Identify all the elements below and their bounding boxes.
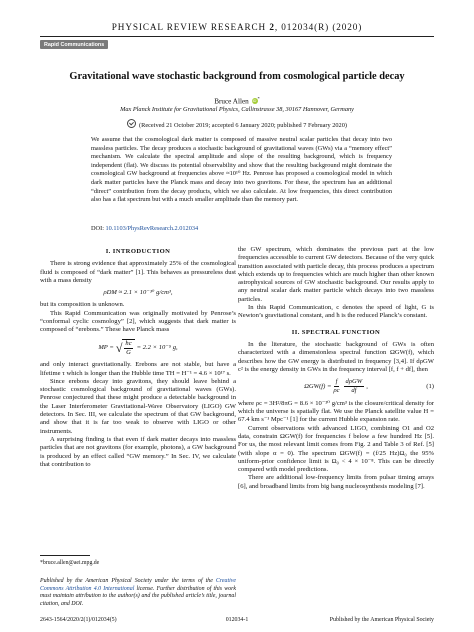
paragraph: the GW spectrum, which dominates the previous part at the low frequencies accessible to current GW detectors. Because of the very quick transition associated with particle decay, this process produces a spectrum which extends up to frequencies which are much higher than other known astrophysical sources of GW stochastic background. Our results apply to any neutral scalar dark matter particle which decays into two massless particles. — [238, 246, 434, 303]
journal-name: PHYSICAL REVIEW RESEARCH — [111, 22, 267, 32]
section-heading-spectral-function: II. SPECTRAL FUNCTION — [291, 328, 381, 336]
paragraph: There are additional low-frequency limits from pulsar timing arrays [6], and broadband limits from big bang nucleosynthesis modeling [7]. — [238, 474, 434, 490]
license-text: license. Further distribution of this work must maintain attribution to the author(s) and the published article’s title, journal citation, and DOI. — [40, 585, 237, 607]
fraction — [344, 378, 365, 396]
doi-line — [91, 225, 198, 232]
footer-page-number: 012034-1 — [225, 617, 249, 623]
paragraph: In the literature, the stochastic background of GWs is often characterized with a dimensionless spectral function ΩGW(f), which describes how the GW energy is distributed in frequency [3,4]. If dρGW c² is the energy density in GWs in the frequency interval [f, f + df], then — [238, 340, 434, 373]
author-email-footnote[interactable]: *bruce.allen@aei.mpg.de — [40, 560, 100, 566]
paragraph: Since erebons decay into gravitons, they should leave behind a stochastic cosmological background of gravitational waves (GWs). Penrose conjectured that these might produce a detectable background in the Laser Interferometer Gravitational-Wave Observatory (LIGO) GW detectors. In Sec. III, we calculate the spectrum of that GW background, and show that it is far too weak to observe with LIGO or other instruments. — [40, 377, 236, 435]
journal-volume: 2 — [269, 22, 275, 32]
paragraph: Current observations with advanced LIGO, combining O1 and O2 data, constrain ΩGW(f) for frequencies f below a few hundred Hz [5]. For us, the most relevant limit comes from Fig. 2 and Table 3 of Ref. [5] (with slope α = 0). The spectrum ΩGW(f) = (f/25 Hz)Ω₀ the 95% uniform-prior confidence limit is Ω₀ < 4 × 10⁻⁸. This can be directly compared with model predictions. — [238, 424, 434, 474]
right-column — [238, 246, 434, 491]
paragraph: In this Rapid Communication, c denotes the speed of light, G is Newton’s gravitational constant, and ħ is the reduced Planck’s constant. — [238, 304, 434, 320]
doi-link[interactable]: 10.1103/PhysRevResearch.2.012034 — [105, 225, 199, 232]
equation-dark-matter-density — [40, 289, 236, 297]
journal-citation: , 012034(R) (2020) — [274, 22, 363, 32]
sqrt-symbol: √ $\frac{ħc}{G}$ — [116, 339, 135, 358]
fraction-numerator: ħc — [124, 340, 132, 349]
check-for-updates-icon[interactable] — [127, 119, 136, 128]
footer-issn: 2643-1564/2020/2(1)/012034(5) — [40, 617, 117, 623]
header-rule — [40, 36, 434, 37]
affiliation: Max Planck Institute for Gravitational Physics, Callinstrasse 38, 30167 Hannover, Germany — [120, 106, 354, 113]
equation-rhs: = 2.2 × 10⁻⁵ g, — [136, 343, 178, 351]
equation-planck-mass — [40, 339, 236, 358]
paragraph: There is strong evidence that approximately 25% of the cosmological fluid is composed of “dark matter” [1]. This behaves as pressureless dust with a mass density — [40, 260, 236, 284]
fraction-denominator: G — [126, 348, 131, 356]
fraction — [333, 378, 339, 396]
section-tag: Rapid Communications — [40, 40, 108, 49]
fraction-denominator: df — [351, 387, 357, 395]
journal-header — [0, 22, 474, 32]
paragraph: and only interact gravitationally. Erebons are not stable, but have a lifetime τ which is longer than the Hubble time TH = H⁻¹ = 4.6 × 10¹⁷ s. — [40, 361, 236, 377]
equation-text: ρDM ≈ 2.1 × 10⁻³⁰ g/cm³, — [103, 289, 173, 297]
doi-prefix: DOI: — [91, 225, 106, 232]
author-name[interactable]: Bruce Allen — [214, 97, 249, 106]
fraction-numerator: dρGW — [344, 378, 365, 387]
paragraph: but its composition is unknown. — [40, 301, 125, 309]
footer-publisher: Published by the American Physical Society — [329, 617, 434, 623]
paragraph: A surprising finding is that even if dark matter decays into massless particles that are not gravitons (for example, photons), a GW background is produced by an effect called “GW memory.” In Sec. IV, we calculate that contribution to — [40, 435, 236, 468]
fraction-numerator: f — [334, 378, 340, 387]
equation-lhs: MP = — [98, 343, 114, 351]
equation-rhs: , — [366, 382, 368, 390]
fraction-denominator: ρc — [333, 387, 340, 395]
license-text: Published by the American Physical Society under the terms of the — [40, 578, 216, 584]
license-link[interactable]: Creative Commons Attribution 4.0 International — [40, 578, 236, 592]
license-notice — [40, 578, 236, 608]
author-line — [0, 96, 474, 105]
article-title: Gravitational wave stochastic background from cosmological particle decay — [69, 71, 405, 82]
paragraph: This Rapid Communication was originally motivated by Penrose’s “conformal cyclic cosmology” [2], which suggests that dark matter is composed of “erebons.” These have Planck mass — [40, 309, 236, 334]
section-heading-introduction: I. INTRODUCTION — [105, 248, 171, 255]
equation-lhs: ΩGW(f) = — [304, 382, 332, 390]
equation-number: (1) — [426, 382, 434, 390]
footnote-rule — [40, 555, 90, 556]
author-footnote-mark[interactable]: * — [257, 96, 260, 101]
received-text: (Received 21 October 2019; accepted 6 January 2020; published 7 February 2020) — [139, 122, 347, 129]
abstract — [82, 136, 392, 205]
left-column — [40, 246, 236, 469]
orcid-icon[interactable]: iD — [252, 98, 257, 104]
abstract-text: We assume that the cosmological dark matter is composed of massive neutral scalar particles that decay into two massless particles. The decay produces a stochastic background of gravitational waves (GWs) via a “memory effect” mechanism. We calculate the spectral amplitude and slope of the resulting background, which is frequency independent (flat). We discuss its potential observability and show that the resulting background might dominate the cosmological GW background at frequencies above ≈10¹⁰ Hz. Penrose has proposed a cosmological model in which dark matter particles have the Planck mass and decay into two gravitons. For these, the spectrum has an additional “direct” contribution from the decay products, which we also calculate. At low frequencies, this direct contribution also has a flat spectrum but with a much smaller amplitude than the memory part. — [91, 136, 392, 204]
received-dates — [0, 119, 474, 129]
paragraph: where ρc = 3H²/8πG = 8.6 × 10⁻³⁰ g/cm³ is the closure/critical density for which the universe is spatially flat. We use the Planck satellite value H = 67.4 km s⁻¹ Mpc⁻¹ [1] for the current Hubble expansion rate. — [238, 399, 434, 424]
equation-omega-gw — [238, 378, 434, 396]
